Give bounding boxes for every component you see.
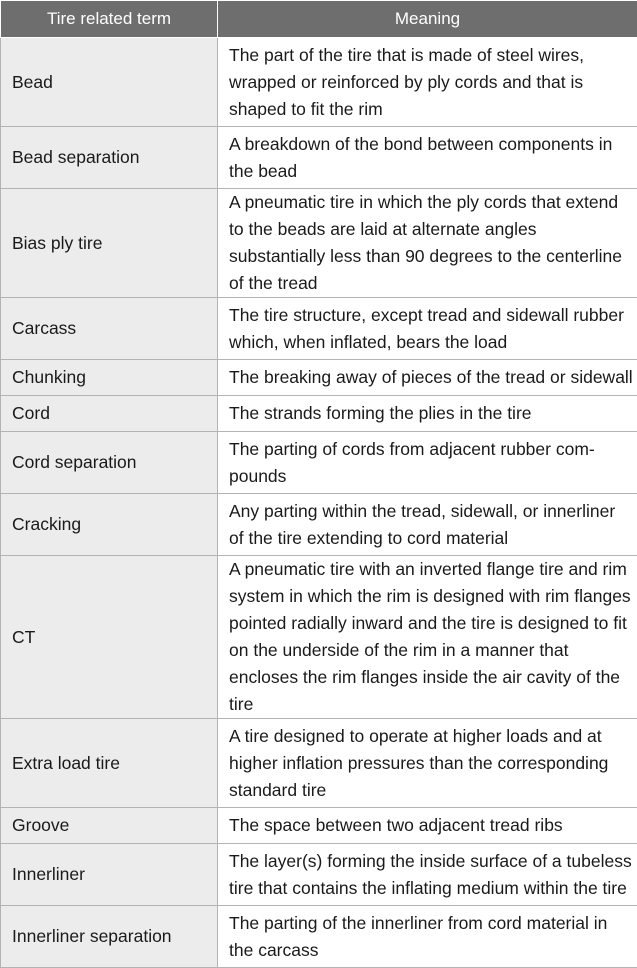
term-cell: Extra load tire (1, 719, 218, 808)
term-cell: Innerliner (1, 844, 218, 906)
meaning-cell: A pneumatic tire in which the ply cords that extend to the beads are laid at alternate angles substantially less than 90 degrees to the centerline of the tread (218, 189, 637, 298)
meaning-cell: Any parting within the tread, sidewall, or innerliner of the tire extending to cord material (218, 494, 637, 556)
table-row (1, 432, 637, 494)
table-row (1, 396, 637, 432)
term-cell: Bead (1, 38, 218, 127)
meaning-cell: The breaking away of pieces of the tread or sidewall (218, 360, 637, 396)
term-cell: Innerliner separation (1, 906, 218, 968)
meaning-cell: A breakdown of the bond between components in the bead (218, 127, 637, 189)
term-cell: Cord (1, 396, 218, 432)
table-row (1, 189, 637, 298)
header-meaning: Meaning (218, 1, 637, 38)
term-cell: Chunking (1, 360, 218, 396)
meaning-cell: A pneumatic tire with an inverted flange tire and rim system in which the rim is designed with rim flanges pointed radially inward and the tire is designed to fit on the underside of the rim in a manner that encloses the rim flanges inside the air cavity of the tire (218, 556, 637, 719)
term-cell: Cord separation (1, 432, 218, 494)
meaning-cell: The strands forming the plies in the tire (218, 396, 637, 432)
table-row (1, 719, 637, 808)
meaning-cell: The layer(s) forming the inside surface of a tubeless tire that contains the inflating medium within the tire (218, 844, 637, 906)
table-row (1, 360, 637, 396)
meaning-cell: The space between two adjacent tread ribs (218, 808, 637, 844)
term-cell: Bead separation (1, 127, 218, 189)
term-cell: CT (1, 556, 218, 719)
meaning-cell: A tire designed to operate at higher loads and at higher inflation pressures than the corresponding standard tire (218, 719, 637, 808)
term-cell: Carcass (1, 298, 218, 360)
table-header-row (1, 1, 637, 38)
table-row (1, 298, 637, 360)
table-row (1, 127, 637, 189)
table-row (1, 808, 637, 844)
term-cell: Cracking (1, 494, 218, 556)
term-cell: Bias ply tire (1, 189, 218, 298)
table-row (1, 556, 637, 719)
meaning-cell: The tire structure, except tread and sidewall rubber which, when inflated, bears the load (218, 298, 637, 360)
table-row (1, 38, 637, 127)
meaning-cell: The parting of cords from adjacent rubber com-pounds (218, 432, 637, 494)
meaning-cell: The parting of the innerliner from cord material in the carcass (218, 906, 637, 968)
table-row (1, 494, 637, 556)
header-term: Tire related term (1, 1, 218, 38)
table-row (1, 906, 637, 968)
meaning-cell: The part of the tire that is made of steel wires, wrapped or reinforced by ply cords and that is shaped to fit the rim (218, 38, 637, 127)
table-row (1, 844, 637, 906)
term-cell: Groove (1, 808, 218, 844)
